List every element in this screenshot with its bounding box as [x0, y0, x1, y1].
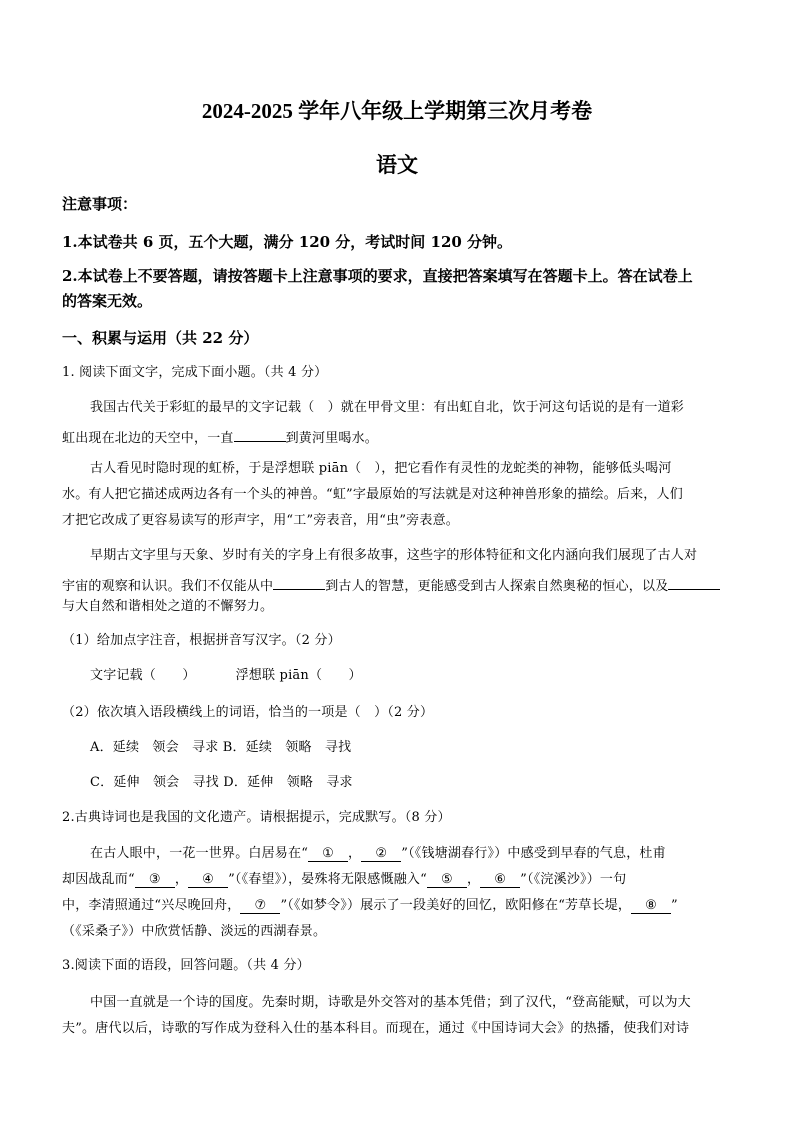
- q2-comma-1: ，: [348, 846, 362, 861]
- q2-line2-text-a: 却因战乱而“: [62, 872, 135, 887]
- q2-prompt: 2.古典诗词也是我国的文化遗产。请根据提示，完成默写。（8 分）: [62, 810, 451, 825]
- q1-prompt: 1. 阅读下面文字，完成下面小题。（共 4 分）: [62, 365, 328, 380]
- q2-line3-text-b: ”（《如梦令》）展示了一段美好的回忆，欧阳修在“芳草长堤，: [280, 898, 632, 913]
- q1-para3-text-a: 宇宙的观察和认识。我们不仅能从中: [62, 579, 274, 594]
- q3-prompt: 3.阅读下面的语段，回答问题。（共 4 分）: [62, 958, 310, 973]
- q1-sub1-items: [90, 667, 362, 685]
- notes-item-2-line-1: 2.本试卷上不要答题，请按答题卡上注意事项的要求，直接把答案填写在答题卡上。答在试卷上: [62, 267, 693, 285]
- q2-line1: [90, 845, 666, 863]
- q1-blank-2: [273, 573, 325, 590]
- notes-item-1: 1.本试卷共 6 页，五个大题，满分 120 分，考试时间 120 分钟。: [62, 233, 513, 251]
- section-1-heading: 一、积累与运用（共 22 分）: [62, 329, 259, 347]
- notes-heading: 注意事项：: [62, 195, 138, 213]
- q2-line3-text-a: 中，李清照通过“兴尽晚回舟，: [62, 898, 241, 913]
- q1-sub1-item-b: 浮想联 piān（ ）: [235, 668, 362, 683]
- q1-para2-line2: 水。有人把它描述成两边各有一个头的神兽。“虹”字最原始的写法就是对这种神兽形象的描绘。后来，人们: [62, 487, 683, 502]
- q3-line1: 中国一直就是一个诗的国度。先秦时期，诗歌是外交答对的基本凭借；到了汉代，“登高能赋，可以为大: [90, 995, 691, 1010]
- q2-blank-4: ④: [188, 871, 228, 888]
- q2-line2: [62, 871, 626, 889]
- q1-blank-1: [234, 425, 286, 442]
- q1-para1-line2: [62, 425, 378, 448]
- q1-sub2-prompt: （2）依次填入语段横线上的词语，恰当的一项是（ ）（2 分）: [62, 705, 434, 720]
- exam-title: 2024-2025 学年八年级上学期第三次月考卷: [201, 99, 593, 123]
- q1-para1-text-b: 到黄河里喝水。: [285, 431, 379, 446]
- notes-item-2-line-2: 的答案无效。: [62, 292, 153, 310]
- q1-blank-3: [668, 573, 720, 590]
- q3-line2: 夫”。唐代以后，诗歌的写作成为登科入仕的基本科目。而现在，通过《中国诗词大会》的热播，使我们对诗: [62, 1021, 690, 1036]
- q2-blank-3: ③: [135, 871, 175, 888]
- q2-comma-2: ，: [174, 872, 189, 887]
- q2-blank-1: ①: [308, 845, 348, 862]
- q1-para1-text-a: 虹出现在北边的天空中，一直: [62, 431, 234, 446]
- q2-line2-text-b: ”（《春望》），晏殊将无限感慨融入“: [228, 872, 427, 887]
- q1-para1-line1: 我国古代关于彩虹的最早的文字记载（ ）就在甲骨文里：有出虹自北，饮于河这句话说的是有一道彩: [90, 400, 685, 415]
- q2-blank-7: ⑦: [240, 897, 280, 914]
- q2-line3: [62, 897, 678, 915]
- q1-para3-line1: 早期古文字里与天象、岁时有关的字身上有很多故事，这些字的形体特征和文化内涵向我们展现了古人对: [90, 548, 698, 563]
- q1-para2-line3: 才把它改成了更容易读写的形声字，用“工”旁表音，用“虫”旁表意。: [62, 513, 459, 528]
- q1-para3-text-b: 到古人的智慧，更能感受到古人探索自然奥秘的恒心，以及: [325, 579, 669, 594]
- q1-sub1-item-a: 文字记载（ ）: [90, 668, 196, 683]
- q1-sub1-prompt: （1）给加点字注音，根据拼音写汉字。（2 分）: [62, 633, 341, 648]
- q2-line1-text-b: ”（《钱塘湖春行》）中感受到早春的气息，杜甫: [401, 846, 666, 861]
- q1-para3-line2: [62, 573, 720, 596]
- q2-line4: （《采桑子》）中欣赏恬静、淡远的西湖春景。: [62, 924, 327, 939]
- q2-blank-2: ②: [361, 845, 401, 862]
- q2-blank-5: ⑤: [427, 871, 467, 888]
- q1-para3-line3: 与大自然和谐相处之道的不懈努力。: [62, 599, 274, 614]
- q2-line2-text-c: ”（《浣溪沙》）一句: [520, 872, 627, 887]
- q2-blank-6: ⑥: [480, 871, 520, 888]
- q2-line3-text-c: ”: [671, 898, 678, 913]
- q2-comma-3: ，: [466, 872, 481, 887]
- q1-options-cd: C．延伸 领会 寻找 D．延伸 领略 寻求: [90, 775, 353, 790]
- subject-title: 语文: [376, 153, 418, 177]
- q1-options-ab: A．延续 领会 寻求 B．延续 领略 寻找: [90, 740, 352, 755]
- q2-line1-text-a: 在古人眼中，一花一世界。白居易在“: [90, 846, 309, 861]
- q2-blank-8: ⑧: [631, 897, 671, 914]
- q1-para2-line1: 古人看见时隐时现的虹桥，于是浮想联 piān（ ），把它看作有灵性的龙蛇类的神物，能够低头喝河: [90, 461, 672, 476]
